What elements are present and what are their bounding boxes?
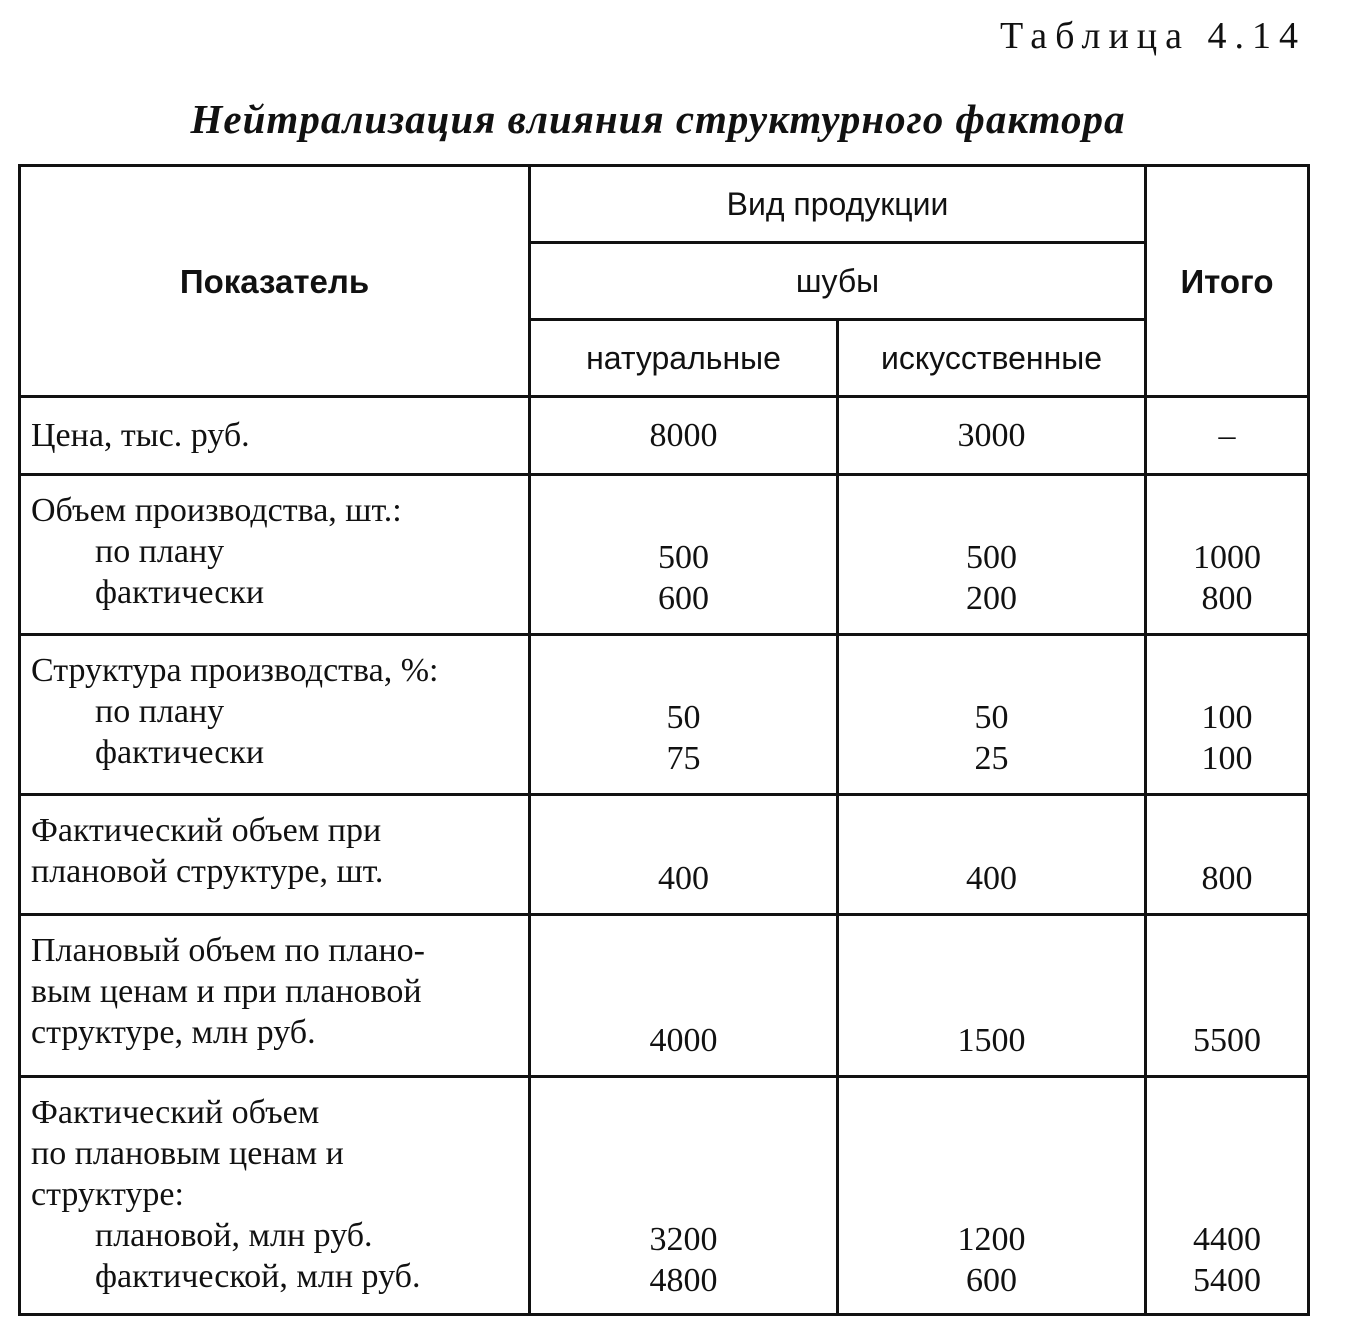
fvps-total: 800 — [1146, 795, 1309, 915]
volume-label: Объем производства, шт.: — [31, 492, 402, 529]
header-total: Итого — [1146, 166, 1309, 397]
fvpp-natural-plan: 3200 — [649, 1221, 718, 1258]
volume-total — [1146, 475, 1309, 635]
structure-plan-label: по плану — [95, 693, 225, 730]
fvpp-label-line1: Фактический объем — [31, 1094, 320, 1131]
price-artificial: 3000 — [838, 397, 1146, 475]
structure-total — [1146, 635, 1309, 795]
table-row — [20, 635, 1309, 795]
fvpp-label-line3: структуре: — [31, 1176, 184, 1213]
volume-total-plan: 1000 — [1193, 539, 1261, 576]
volume-natural-plan: 500 — [658, 539, 709, 576]
structure-natural-fact: 75 — [666, 740, 701, 777]
row-label — [20, 1077, 530, 1315]
header-col-natural: натуральные — [530, 320, 838, 397]
plan-volume-natural: 4000 — [530, 915, 838, 1077]
volume-artificial — [838, 475, 1146, 635]
structure-artificial-fact: 25 — [974, 740, 1009, 777]
row-label — [20, 915, 530, 1077]
volume-plan-label: по плану — [95, 533, 225, 570]
header-col-artificial: искусственные — [838, 320, 1146, 397]
price-label: Цена, тыс. руб. — [31, 417, 250, 454]
row-label — [20, 795, 530, 915]
fvps-artificial: 400 — [838, 795, 1146, 915]
volume-artificial-fact: 200 — [966, 580, 1017, 617]
fvpp-total — [1146, 1077, 1309, 1315]
plan-volume-label-line2: вым ценам и при плановой — [31, 973, 422, 1010]
fvpp-total-plan: 4400 — [1193, 1221, 1261, 1258]
fvps-label-line2: плановой структуре, шт. — [31, 853, 384, 890]
price-total: – — [1146, 397, 1309, 475]
volume-total-fact: 800 — [1201, 580, 1253, 617]
table-row — [20, 795, 1309, 915]
header-indicator: Показатель — [20, 166, 530, 397]
header-group: шубы — [530, 243, 1146, 320]
structure-artificial-plan: 50 — [974, 699, 1009, 736]
fvpp-artificial-plan: 1200 — [957, 1221, 1026, 1258]
structure-fact-label: фактически — [95, 734, 265, 771]
fvpp-label-line2: по плановым ценам и — [31, 1135, 344, 1172]
fvpp-plan-label: плановой, млн руб. — [95, 1217, 373, 1254]
structure-total-plan: 100 — [1201, 699, 1253, 736]
structure-artificial — [838, 635, 1146, 795]
fvps-natural: 400 — [530, 795, 838, 915]
structure-total-fact: 100 — [1201, 740, 1253, 777]
fvpp-natural-fact: 4800 — [649, 1262, 718, 1299]
structure-label: Структура производства, %: — [31, 652, 439, 689]
fvps-label-line1: Фактический объем при — [31, 812, 382, 849]
plan-volume-total: 5500 — [1146, 915, 1309, 1077]
price-natural: 8000 — [530, 397, 838, 475]
fvpp-artificial-fact: 600 — [966, 1262, 1017, 1299]
row-label — [20, 397, 530, 475]
table-row — [20, 915, 1309, 1077]
structure-natural — [530, 635, 838, 795]
volume-artificial-plan: 500 — [966, 539, 1017, 576]
table-row — [20, 397, 1309, 475]
data-table — [18, 164, 1310, 1316]
table-row — [20, 1077, 1309, 1315]
row-label — [20, 475, 530, 635]
volume-natural — [530, 475, 838, 635]
fvpp-total-fact: 5400 — [1193, 1262, 1261, 1299]
plan-volume-artificial: 1500 — [838, 915, 1146, 1077]
table-row — [20, 475, 1309, 635]
table-number: Таблица 4.14 — [999, 15, 1306, 57]
fvpp-artificial — [838, 1077, 1146, 1315]
plan-volume-label-line3: структуре, млн руб. — [31, 1014, 316, 1051]
plan-volume-label-line1: Плановый объем по плано- — [31, 932, 426, 969]
table-title: Нейтрализация влияния структурного фактора — [190, 96, 1126, 142]
row-label — [20, 635, 530, 795]
volume-natural-fact: 600 — [658, 580, 709, 617]
fvpp-natural — [530, 1077, 838, 1315]
structure-natural-plan: 50 — [666, 699, 701, 736]
header-product-type: Вид продукции — [530, 166, 1146, 243]
volume-fact-label: фактически — [95, 574, 265, 611]
fvpp-fact-label: фактической, млн руб. — [95, 1258, 421, 1295]
